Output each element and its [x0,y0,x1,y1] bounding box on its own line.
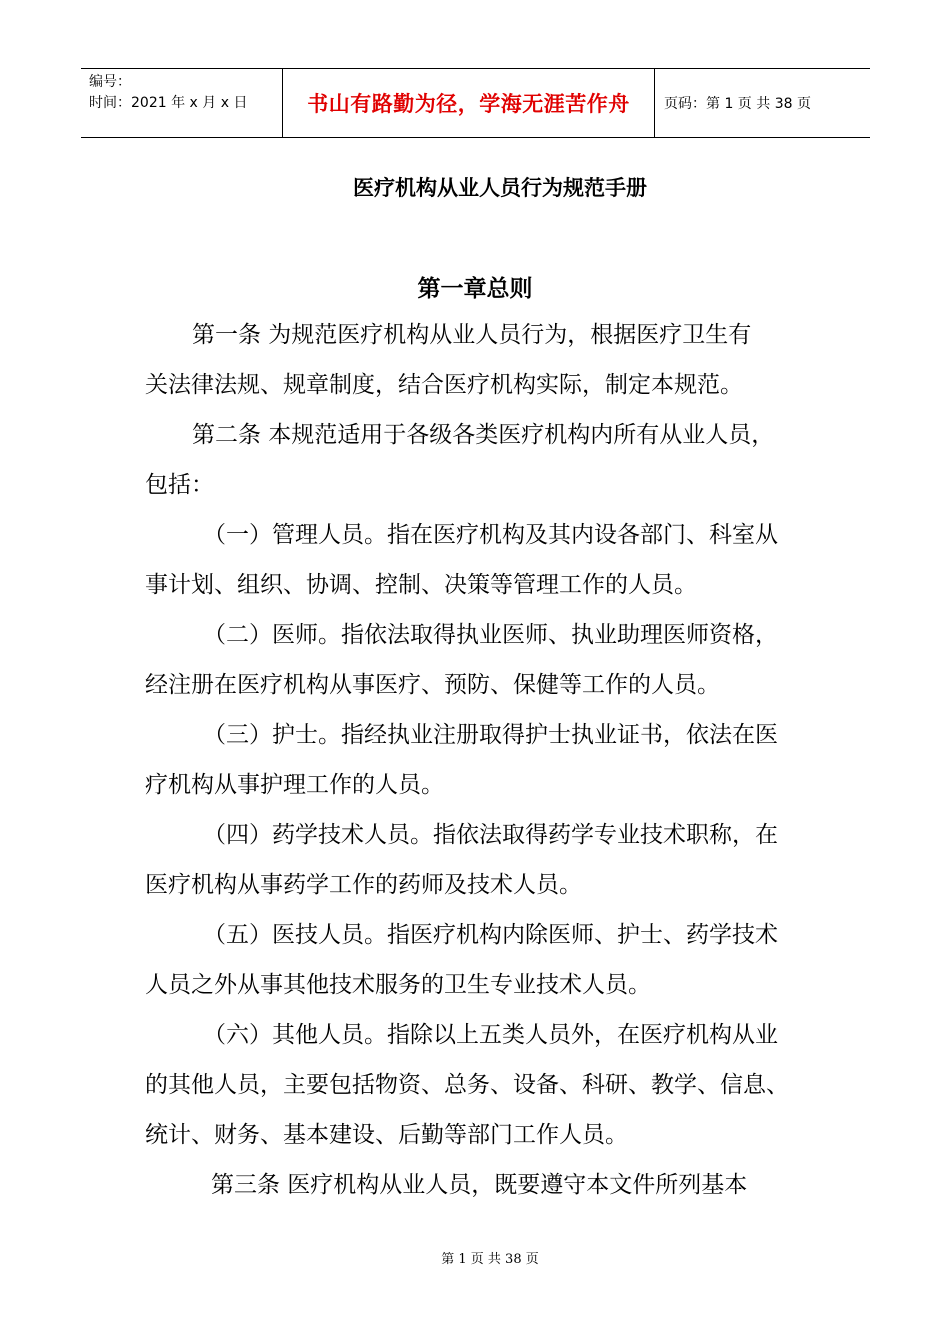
header-table [81,68,870,138]
text-line: （二）医师。指依法取得执业医师、执业助理医师资格， [203,622,778,648]
page-footer: 第 1 页 共 38 页 [441,1252,539,1267]
document-title: 医疗机构从业人员行为规范手册 [353,176,647,200]
paragraph [145,910,815,1010]
paragraph [145,1010,815,1160]
paragraph [145,610,815,710]
text-line: 的其他人员，主要包括物资、总务、设备、科研、教学、信息、 [145,1072,789,1098]
document-body [145,310,815,1210]
number-label: 编号： [89,74,131,90]
paragraph [145,710,815,810]
text-line: （五）医技人员。指医疗机构内除医师、护士、药学技术 [203,922,778,948]
text-line: （一）管理人员。指在医疗机构及其内设各部门、科室从 [203,522,778,548]
text-line: 包括： [145,472,214,498]
text-line: 第二条 本规范适用于各级各类医疗机构内所有从业人员， [192,422,775,448]
chapter-title: 第一章总则 [417,276,533,302]
text-line: （六）其他人员。指除以上五类人员外，在医疗机构从业 [203,1022,778,1048]
paragraph [145,310,815,410]
text-line: 事计划、组织、协调、控制、决策等管理工作的人员。 [145,572,697,598]
text-line: 经注册在医疗机构从事医疗、预防、保健等工作的人员。 [145,672,720,698]
text-line: 疗机构从事护理工作的人员。 [145,772,444,798]
header-info-cell [81,69,283,137]
text-line: 人员之外从事其他技术服务的卫生专业技术人员。 [145,972,651,998]
text-line: 关法律法规、规章制度，结合医疗机构实际，制定本规范。 [145,372,743,398]
header-page-cell [655,69,870,137]
text-line: 第三条 医疗机构从业人员，既要遵守本文件所列基本 [211,1172,748,1198]
header-motto-cell [283,69,655,137]
text-line: （四）药学技术人员。指依法取得药学专业技术职称，在 [203,822,778,848]
paragraph [145,1160,815,1210]
page-label: 页码：第 1 页 共 38 页 [664,96,811,112]
motto: 书山有路勤为径，学海无涯苦作舟 [307,92,630,116]
paragraph [145,810,815,910]
text-line: 第一条 为规范医疗机构从业人员行为，根据医疗卫生有 [192,322,752,348]
paragraph [145,510,815,610]
text-line: 统计、财务、基本建设、后勤等部门工作人员。 [145,1122,628,1148]
time-label: 时间：2021 年 x 月 x 日 [89,95,248,111]
text-line: 医疗机构从事药学工作的药师及技术人员。 [145,872,582,898]
text-line: （三）护士。指经执业注册取得护士执业证书，依法在医 [203,722,778,748]
paragraph [145,410,815,510]
